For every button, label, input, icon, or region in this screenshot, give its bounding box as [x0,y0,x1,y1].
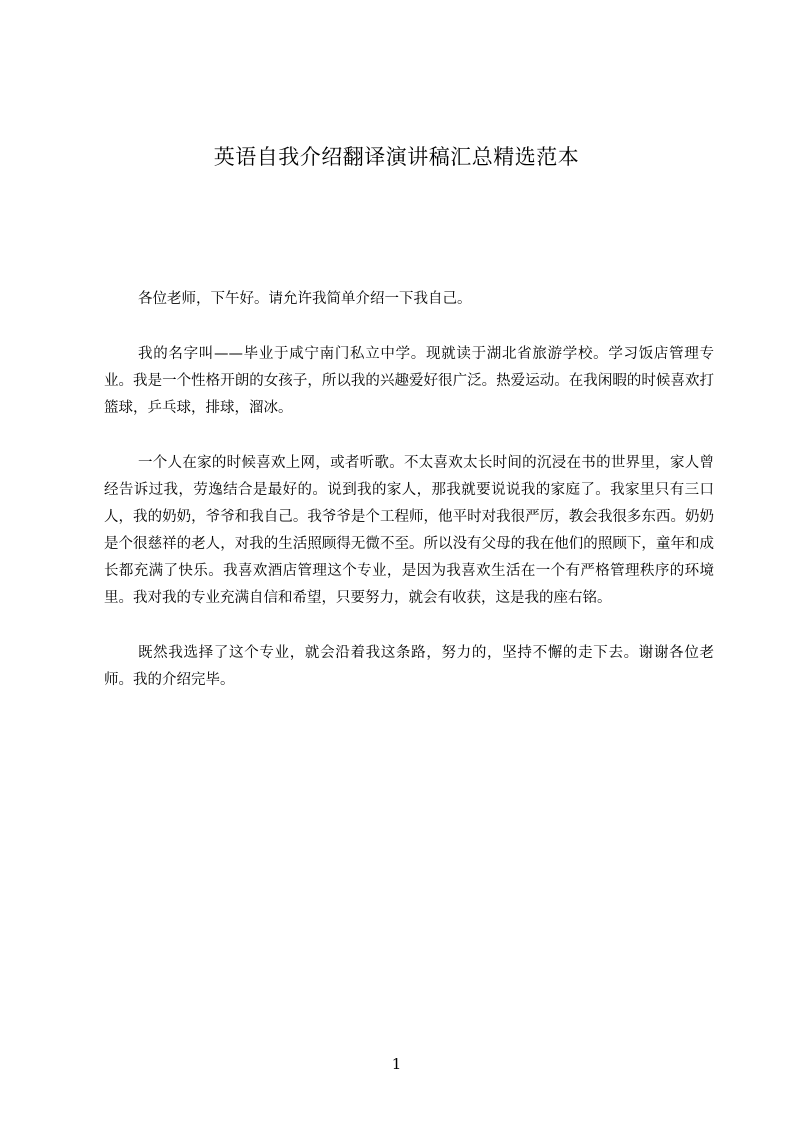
paragraph-closing: 既然我选择了这个专业，就会沿着我这条路，努力的，坚持不懈的走下去。谢谢各位老师。我的介绍完毕。 [104,645,714,688]
paragraph-spacer [104,612,714,640]
paragraph-background: 我的名字叫——毕业于咸宁南门私立中学。现就读于湖北省旅游学校。学习饭店管理专业。我是一个性格开朗的女孩子，所以我的兴趣爱好很广泛。热爱运动。在我闲暇的时候喜欢打篮球，乒乓球，排球，溜冰。 [104,346,714,416]
paragraph-greeting: 各位老师，下午好。请允许我简单介绍一下我自己。 [138,291,472,307]
paragraph-family: 一个人在家的时候喜欢上网，或者听歌。不太喜欢太长时间的沉浸在书的世界里，家人曾经告诉过我，劳逸结合是最好的。说到我的家人，那我就要说说我的家庭了。我家里只有三口人，我的奶奶，爷爷和我自己。我爷爷是个工程师，他平时对我很严厉，教会我很多东西。奶奶是个很慈祥的老人，对我的生活照顾得无微不至。所以没有父母的我在他们的照顾下，童年和成长都充满了快乐。我喜欢酒店管理这个专业，是因为我喜欢生活在一个有严格管理秩序的环境里。我对我的专业充满自信和希望，只要努力，就会有收获，这是我的座右铭。 [104,455,714,606]
document-body [104,286,714,694]
paragraph-spacer [104,313,714,341]
page-number: 1 [391,1055,402,1073]
page-title: 英语自我介绍翻译演讲稿汇总精选范本 [213,145,580,169]
paragraph-spacer [104,422,714,450]
